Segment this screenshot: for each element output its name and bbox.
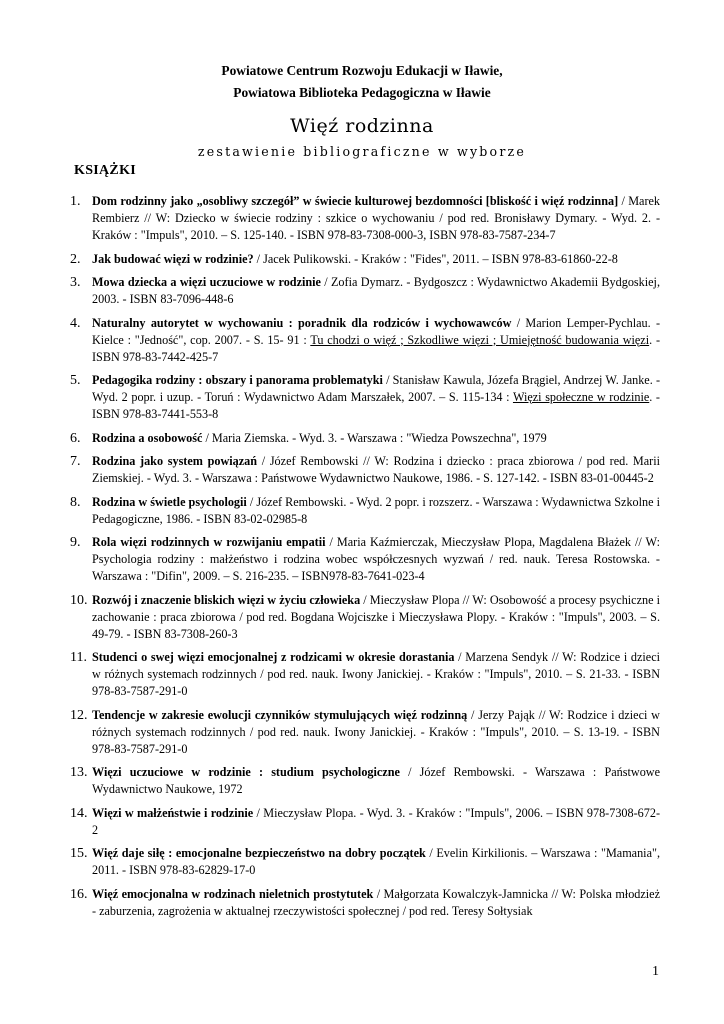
bibliography-entry [70, 707, 660, 758]
entry-details: / Małgorzata Kowalczyk-Jamnicka // W: Polska młodzież - zaburzenia, zagrożenia w aktualnej rzeczywistości społecznej / pod red. Teresy Sołtysiak [92, 886, 660, 918]
entry-details: / Marzena Sendyk // W: Rodzice i dzieci w różnych systemach rodzinnych / pod red. nauk. Iwony Janickiej. - Kraków : "Impuls", 2010. – S. 21-33. - ISBN 978-83-7587-291-0 [92, 650, 660, 698]
entry-title: Więzi uczuciowe w rodzinie : studium psychologiczne [92, 765, 400, 779]
entry-number: 11. [70, 650, 87, 665]
entry-details: / Józef Rembowski // W: Rodzina i dziecko : praca zbiorowa / pod red. Marii Ziemskiej. - Wyd. 3. - Warszawa : Państwowe Wydawnictwo Naukowe, 1986. - S. 127-142. - ISBN 83-01-00445-2 [92, 454, 661, 485]
entry-number: 13. [70, 765, 88, 780]
entry-number: 14. [70, 805, 88, 821]
entry-number: 12. [70, 707, 88, 723]
bibliography-entry [70, 193, 660, 244]
entry-details: / Mieczysław Plopa. - Wyd. 3. - Kraków : "Impuls", 2006. – ISBN 978-7308-672-2 [92, 805, 661, 837]
entry-title: Więź emocjonalna w rodzinach nieletnich prostytutek [92, 886, 374, 901]
entry-title: Dom rodzinny jako „osobliwy szczegół” w świecie kulturowej bezdomności [bliskość i więź rodzinna] [92, 194, 619, 208]
entry-title: Rodzina w świetle psychologii [92, 494, 247, 509]
entry-contents-link[interactable]: Tu chodzi o więź ; Szkodliwe więzi ; Umiejętność budowania więzi [310, 332, 650, 347]
entry-title: Tendencje w zakresie ewolucji czynników stymulujących więź rodzinną [92, 707, 468, 722]
bibliography-entry [70, 372, 660, 423]
entry-details: / Zofia Dymarz. - Bydgoszcz : Wydawnictwo Akademii Bydgoskiej, 2003. - ISBN 83-7096-448-6 [92, 275, 660, 306]
entry-title: Naturalny autorytet w wychowaniu : poradnik dla rodziców i wychowawców [92, 315, 512, 330]
entry-title: Rozwój i znaczenie bliskich więzi w życiu człowieka [92, 592, 361, 607]
bibliography-list [70, 193, 660, 926]
entry-details: / Jacek Pulikowski. - Kraków : "Fides", 2011. – ISBN 978-83-61860-22-8 [253, 251, 618, 266]
bibliography-entry [70, 494, 660, 528]
entry-title: Rola więzi rodzinnych w rozwijaniu empatii [92, 535, 326, 549]
entry-title: Pedagogika rodziny : obszary i panorama problematyki [92, 373, 383, 387]
entry-isbn: . - ISBN 978-83-7442-425-7 [92, 332, 660, 364]
entry-number: 9. [70, 535, 81, 550]
document-header [0, 60, 724, 160]
entry-number: 4. [70, 315, 81, 331]
entry-number: 6. [70, 430, 81, 446]
entry-title: Rodzina jako system powiązań [92, 454, 258, 468]
entry-details: / Mieczysław Plopa // W: Osobowość a procesy psychiczne i zachowanie : praca zbiorowa / pod red. Bogdana Wojciszke i Mieczysława Plopy. - Kraków : "Impuls", 2003. – S. 49-79. - ISBN 83-7308-260-3 [92, 592, 660, 641]
entry-details: / Maria Ziemska. - Wyd. 3. - Warszawa : "Wiedza Powszechna", 1979 [202, 430, 547, 445]
entry-contents-link[interactable]: Więzi społeczne w rodzinie [512, 390, 650, 404]
page-number: 1 [652, 964, 659, 979]
entry-details: / Marion Lemper-Pychlau. - Kielce : "Jedność", cop. 2007. - S. 15- 91 : [92, 315, 661, 347]
entry-title: Jak budować więzi w rodzinie? [92, 251, 254, 266]
bibliography-entry [70, 649, 660, 700]
bibliography-entry [70, 315, 660, 366]
bibliography-entry [70, 251, 660, 268]
bibliography-entry [70, 886, 660, 920]
bibliography-entry [70, 534, 660, 585]
bibliography-entry [70, 592, 660, 643]
entry-title: Studenci o swej więzi emocjonalnej z rodzicami w okresie dorastania [92, 650, 455, 664]
entry-title: Rodzina a osobowość [92, 430, 203, 445]
entry-number: 10. [70, 592, 88, 608]
entry-details: / Evelin Kirkilionis. – Warszawa : "Mamania", 2011. - ISBN 978-83-62829-17-0 [92, 846, 660, 877]
entry-isbn: . - ISBN 978-83-7441-553-8 [92, 390, 660, 421]
entry-number: 16. [70, 886, 88, 902]
entry-number: 7. [70, 454, 81, 469]
institution-line-1: Powiatowe Centrum Rozwoju Edukacji w Iławie, [221, 63, 503, 78]
document-title: Więź rodzinna [290, 115, 434, 137]
entry-details: / Maria Kaźmierczak, Mieczysław Plopa, Magdalena Błażek // W: Psychologia rodziny : małżeństwo i rodzina wobec współczesnych wyzwań / red. nauk. Teresa Rostowska. - Warszawa : "Difin", 2009. – S. 216-235. – ISBN978-83-7641-023-4 [92, 535, 660, 583]
entry-number: 1. [70, 194, 81, 209]
entry-number: 8. [70, 494, 81, 510]
entry-title: Więź daje siłę : emocjonalne bezpieczeństwo na dobry początek [92, 846, 426, 860]
document-subtitle: zestawienie bibliograficzne w wyborze [197, 144, 527, 159]
bibliography-entry [70, 274, 660, 308]
section-heading: KSIĄŻKI [74, 163, 137, 178]
entry-details: / Jerzy Pająk // W: Rodzice i dzieci w różnych systemach rodzinnych / pod red. nauk. Iwony Janickiej. - Kraków : "Impuls", 2010. – S. 13-19. - ISBN 978-83-7587-291-0 [92, 707, 660, 756]
entry-number: 3. [70, 275, 81, 290]
bibliography-entry [70, 764, 660, 798]
entry-details: / Stanisław Kawula, Józefa Brągiel, Andrzej W. Janke. - Wyd. 2 popr. i uzup. - Toruń : Wydawnictwo Adam Marszałek, 2007. – S. 115-134 : [92, 373, 661, 404]
entry-number: 5. [70, 373, 81, 388]
entry-details: / Józef Rembowski. - Warszawa : Państwowe Wydawnictwo Naukowe, 1972 [92, 765, 661, 796]
bibliography-entry [70, 845, 660, 879]
institution-line-2: Powiatowa Biblioteka Pedagogiczna w Iławie [233, 85, 491, 100]
entry-number: 2. [70, 251, 81, 267]
bibliography-entry [70, 805, 660, 839]
bibliography-entry [70, 453, 660, 487]
entry-title: Więzi w małżeństwie i rodzinie [92, 805, 254, 820]
bibliography-entry [70, 430, 660, 447]
entry-details: / Marek Rembierz // W: Dziecko w świecie rodziny : szkice o wychowaniu / pod red. Bronisławy Dymary. - Wyd. 2. - Kraków : "Impuls", 2010. – S. 125-140. - ISBN 978-83-7308-000-3, ISBN 978-83-7587-234-7 [92, 194, 660, 242]
entry-title: Mowa dziecka a więzi uczuciowe w rodzinie [92, 275, 321, 289]
entry-number: 15. [70, 846, 88, 861]
entry-details: / Józef Rembowski. - Wyd. 2 popr. i rozszerz. - Warszawa : Wydawnictwa Szkolne i Pedagogiczne, 1986. - ISBN 83-02-02985-8 [92, 494, 660, 526]
